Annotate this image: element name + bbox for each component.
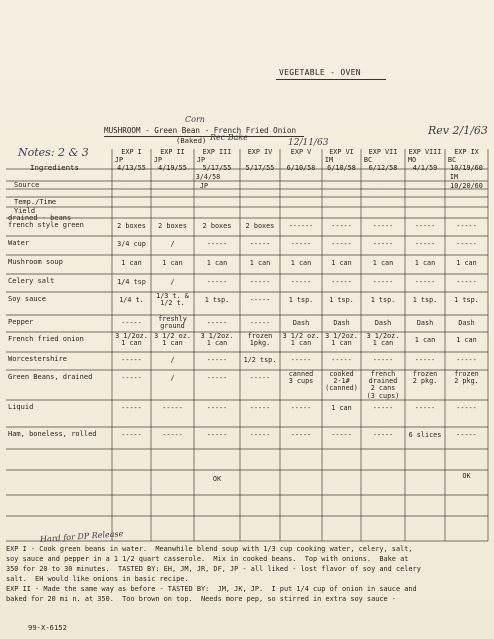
table-cell: ----- [206,356,228,364]
table-cell: ----- [414,240,436,248]
exp-date: 10/19/60 [450,164,483,172]
table-cell: ----- [414,278,436,286]
exp-date: 4/1/59 [412,164,438,172]
note-line: soy sauce and pepper in a 1 1/2 quart casserole. Mix in cooked beans. Top with onions. Bake at [6,555,409,563]
exp-label: EXP II [160,148,185,156]
table-cell: ----- [456,278,477,286]
ingredient-label: Liquid [8,403,34,411]
table-cell: 3 1/2 oz. 1 can [154,332,191,348]
table-cell: ----- [249,296,271,304]
table-cell: 2 boxes [245,222,275,230]
table-cell: ----- [372,278,394,286]
exp-extra2: JP [199,182,209,190]
table-cell: / [170,240,175,248]
ingredient-label: Celery salt [8,277,55,285]
table-cell: 1 can [331,404,352,412]
table-cell: ----- [331,278,352,286]
table-cell: ----- [121,356,142,364]
ok-mark: OK [212,475,222,483]
exp-label: EXP IX [454,148,479,156]
table-cell: 1 tsp. [412,296,438,304]
date-top-right: Rev 2/1/63 [428,124,488,137]
table-cell: ----- [414,404,436,412]
meta-source: Source [14,181,40,189]
table-cell: ----- [290,431,312,439]
table-cell: ----- [121,431,142,439]
table-cell: ----- [162,431,183,439]
table-cell: ----- [121,374,142,382]
baked-note: (Baked) [176,136,207,145]
exp-label: EXP III [202,148,232,156]
date-mid: 12/11/63 [288,138,329,148]
exp-date: 6/10/58 [327,164,356,172]
table-cell: ----- [206,240,228,248]
table-cell: ----- [249,374,271,382]
table-cell: ----- [331,222,352,230]
notes-handwritten: Notes: 2 & 3 [18,146,89,159]
exp-date: 5/17/55 [245,164,275,172]
exp-label: EXP VIII [408,148,442,156]
ingredient-label: drained - beans french style green [8,214,84,230]
table-cell: ----- [372,240,394,248]
table-cell: 3 1/2oz. 1 can [325,332,358,348]
table-cell: 3 1/2 oz. 1 can [282,332,320,348]
table-cell: 1 can [456,259,477,267]
table-cell: ----- [456,404,477,412]
table-cell: ----- [331,356,352,364]
table-cell: frozen 2 pkg. [454,370,479,386]
exp-label: EXP IV [247,148,273,156]
table-cell: 1 can [290,259,312,267]
form-number: 99-X-6152 [28,623,67,632]
table-cell: 1 can [414,259,436,267]
table-cell: frozen 2 pkg. [412,370,438,386]
table-cell: 1 can [162,259,183,267]
table-cell: ----- [290,356,312,364]
exp-who: BC [447,156,457,164]
table-cell: ----- [249,319,271,327]
exp-who: JP [114,156,124,164]
table-cell: 2 boxes [117,222,146,230]
table-cell: 1 can [372,259,394,267]
note-line: EXP II - Made the same way as before - TASTED BY: JM, JK, JP. I put 1/4 cup of onion in sauce and [6,585,417,593]
table-cell: ----- [121,319,142,327]
table-cell: ----- [249,278,271,286]
table-cell: 6 slices [408,431,442,439]
table-cell: ----- [206,319,228,327]
ingredient-label: Worcestershire [8,355,68,363]
exp-extra: IM [449,173,459,181]
meta-temp-time: Temp./Time [14,198,57,206]
table-cell: ------ [288,222,314,230]
table-cell: ----- [162,404,183,412]
table-cell: ----- [206,374,228,382]
ingredient-label: Pepper [8,318,34,326]
exp-who: BC [363,156,373,164]
table-cell: 3 1/2oz. 1 can [115,332,148,348]
note-line: EXP I - Cook green beans in water. Meanwhile blend soup with 1/3 cup cooking water, celery, salt, [6,545,413,553]
table-cell: Dash [292,319,310,327]
title-annotation-baked: Rec Bake [210,133,249,142]
exp-who: MO [407,156,417,164]
table-cell: Dash [416,319,434,327]
exp-extra2: 10/20/60 [450,182,483,190]
table-cell: ----- [372,356,394,364]
recipe-title: MUSHROOM - Green Bean - French Fried Onion [104,126,297,135]
table-cell: 1 can [206,259,228,267]
table-cell: 1/4 tsp [117,278,146,286]
table-cell: 1/2 tsp. [243,356,277,364]
table-cell: ----- [206,278,228,286]
note-line: baked for 20 mi n. at 350. Too brown on top. Needs more pep, so stirred in extra soy sauce - [6,595,396,603]
table-cell: canned 3 cups [288,370,314,386]
exp-date: 4/19/55 [158,164,187,172]
table-cell: ----- [249,404,271,412]
table-cell: 3 1/2oz. 1 can [200,332,234,348]
table-cell: freshly ground [158,315,187,331]
table-cell: 1 tsp. [454,296,479,304]
exp-label: EXP VI [329,148,354,156]
ingredient-label: French fried onion [8,335,84,343]
table-cell: ----- [290,278,312,286]
table-cell: cooked 2-1# (canned) [325,370,358,393]
table-cell: 2 boxes [202,222,232,230]
footer-hand-note: Hard for DP Release [39,529,124,544]
ingredient-label: Green Beans, drained [8,373,93,381]
exp-label: EXP V [290,148,312,156]
exp-who: JP [153,156,163,164]
table-cell: 1 tsp. [370,296,396,304]
note-line: salt. EH would like onions in basic recipe. [6,575,189,583]
table-cell: ----- [290,240,312,248]
table-cell: ----- [249,431,271,439]
table-cell: Dash [374,319,392,327]
ingredient-label: Mushroom soup [8,258,63,266]
note-line: 350 for 20 to 30 minutes. TASTED BY: EH, JM, JR, DF, JP - all liked - lost flavor of soy and celery [6,565,421,573]
table-cell: 1 can [331,259,352,267]
table-cell: french drained 2 cans (3 cups) [366,370,400,400]
table-cell: ----- [331,431,352,439]
table-cell: 3/4 cup [117,240,146,248]
table-cell: 1/3 t. & 1/2 t. [156,292,189,308]
table-cell: ----- [456,240,477,248]
table-cell: Dash [333,319,350,327]
table-cell: 2 boxes [158,222,187,230]
table-cell: ----- [372,404,394,412]
table-cell: ----- [290,404,312,412]
table-cell: ----- [372,222,394,230]
ingredient-label: Water [8,239,30,247]
table-cell: ----- [414,356,436,364]
meta-yield: Yield [14,207,36,215]
ingredients-header: Ingredients [30,163,79,172]
exp-who: JP [196,156,206,164]
table-cell: ----- [456,431,477,439]
exp-label: EXP I [121,148,142,156]
exp-date: 4/13/55 [117,164,146,172]
table-cell: 1 tsp. [204,296,230,304]
exp-date: 5/17/55 [202,164,232,172]
ok-mark: OK [462,472,471,480]
exp-label: EXP VII [368,148,398,156]
table-cell: ----- [206,431,228,439]
table-cell: ----- [456,222,477,230]
exp-date: 6/10/58 [286,164,316,172]
table-cell: 1 can [249,259,271,267]
table-cell: Dash [458,319,475,327]
table-cell: ----- [249,240,271,248]
exp-who: IM [324,156,334,164]
ingredient-label: Soy sauce [8,295,46,303]
table-cell: 3 1/2oz. 1 can [366,332,400,348]
category-title: VEGETABLE - OVEN [279,68,361,77]
ingredient-label: Ham, boneless, rolled [8,430,97,438]
table-cell: ----- [331,240,352,248]
table-cell: / [170,278,175,286]
table-cell: ----- [206,404,228,412]
exp-extra: 3/4/58 [195,173,221,181]
table-cell: ----- [414,222,436,230]
table-cell: ----- [121,404,142,412]
table-cell: 1 can [456,336,477,344]
exp-date: 6/12/58 [368,164,398,172]
title-annotation-corn: Corn [185,115,205,124]
table-cell: 1 tsp. [329,296,354,304]
table-cell: 1 can [121,259,142,267]
table-cell: ----- [372,431,394,439]
table-cell: 1/4 t. [119,296,144,304]
table-cell: 1 can [414,336,436,344]
table-cell: / [170,374,175,382]
table-cell: 1 tsp. [288,296,314,304]
table-cell: frozen 1pkg. [247,332,273,348]
table-cell: / [170,356,175,364]
table-cell: ----- [456,356,477,364]
